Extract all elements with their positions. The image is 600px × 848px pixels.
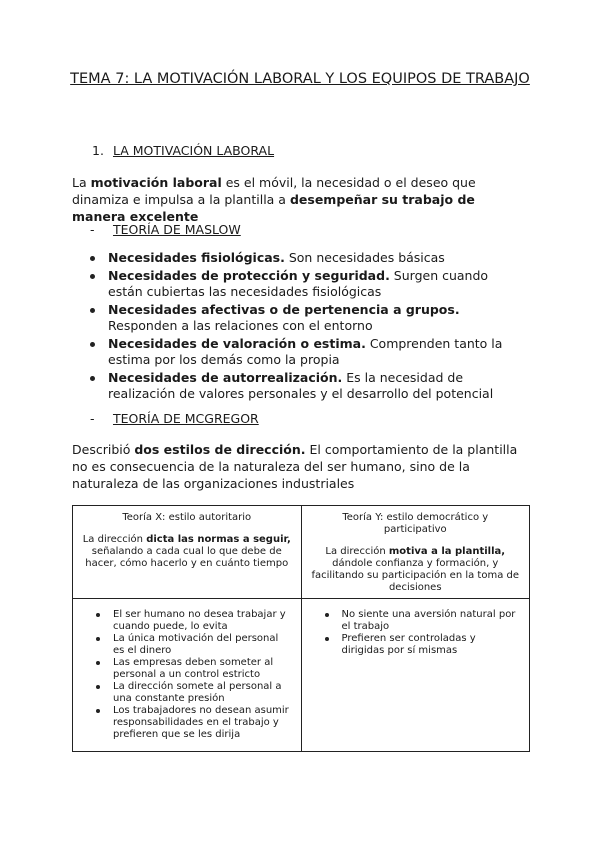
list-item	[81, 705, 293, 741]
item-bold: Necesidades fisiológicas.	[108, 250, 285, 265]
list-item	[81, 633, 293, 657]
theory-x-description	[81, 534, 293, 570]
bullet-icon	[325, 613, 329, 617]
theory-x-desc-bold: dicta las normas a seguir,	[146, 534, 291, 545]
bullet-icon	[90, 308, 95, 313]
mcgregor-title: TEORÍA DE MCGREGOR	[112, 411, 259, 426]
dash-marker: -	[90, 411, 95, 426]
mcgregor-paragraph	[72, 441, 532, 492]
section-heading	[92, 143, 274, 158]
theory-x-items-cell	[73, 599, 302, 752]
bullet-icon	[90, 376, 95, 381]
bullet-icon	[96, 613, 100, 617]
list-item	[108, 268, 523, 301]
item-text: El ser humano no desea trabajar y cuando puede, lo evita	[113, 609, 286, 632]
bullet-icon	[96, 661, 100, 665]
theory-y-description	[310, 546, 522, 594]
bullet-icon	[90, 274, 95, 279]
list-item	[310, 633, 522, 657]
section-title: LA MOTIVACIÓN LABORAL	[112, 143, 275, 158]
bullet-icon	[96, 685, 100, 689]
mcgregor-heading	[90, 411, 259, 426]
maslow-title: TEORÍA DE MASLOW	[112, 222, 241, 237]
item-bold: Necesidades de protección y seguridad.	[108, 267, 390, 283]
intro-bold-2: desempeñar su trabajo de manera excelente	[72, 192, 475, 224]
theory-x-list	[81, 609, 293, 741]
item-text: La única motivación del personal es el dinero	[113, 633, 279, 656]
item-text: Comprenden tanto la estima por los demás como la propia	[108, 335, 503, 367]
mcgregor-bold-1: dos estilos de dirección.	[134, 442, 306, 457]
item-text: Es la necesidad de realización de valores personales y el desarrollo del potencial	[108, 369, 494, 401]
theory-x-desc-text-2: señalando a cada cual lo que debe de hacer, cómo hacerlo y en cuánto tiempo	[85, 546, 289, 569]
intro-bold-1: motivación laboral	[90, 175, 222, 190]
theory-x-header-cell	[73, 506, 302, 599]
list-item	[81, 681, 293, 705]
mcgregor-text-1: Describió	[72, 442, 135, 457]
section-number: 1.	[92, 143, 104, 158]
maslow-list	[108, 250, 523, 404]
theory-y-items-cell	[301, 599, 530, 752]
mcgregor-text-2: El comportamiento de la plantilla no es consecuencia de la naturaleza del ser humano, sino de la naturaleza de las organizaciones industriales	[72, 442, 518, 491]
bullet-icon	[96, 637, 100, 641]
item-bold: Necesidades afectivas o de pertenencia a grupos.	[108, 301, 460, 317]
theory-y-list	[310, 609, 522, 657]
list-item	[108, 302, 523, 335]
theory-x-title: Teoría X: estilo autoritario	[122, 512, 252, 523]
item-text: Son necesidades básicas	[284, 250, 445, 265]
theory-y-desc-text-2: dándole confianza y formación, y facilitando su participación en la toma de decisiones	[311, 558, 520, 593]
item-text: Prefieren ser controladas y dirigidas por sí mismas	[341, 633, 476, 656]
dash-marker: -	[90, 222, 95, 237]
item-bold: Necesidades de autorrealización.	[108, 369, 343, 385]
theory-y-desc-text-1: La dirección	[325, 546, 389, 557]
list-item	[81, 657, 293, 681]
list-item	[108, 250, 523, 267]
bullet-icon	[90, 342, 95, 347]
item-text: No siente una aversión natural por el trabajo	[341, 609, 516, 632]
list-item	[310, 609, 522, 633]
bullet-icon	[90, 256, 95, 261]
theory-y-desc-bold: motiva a la plantilla,	[388, 546, 506, 557]
theory-y-header-cell	[301, 506, 530, 599]
item-text: Los trabajadores no desean asumir responsabilidades en el trabajo y prefieren que se les dirija	[113, 705, 289, 740]
intro-text-1: La	[72, 175, 91, 190]
intro-paragraph	[72, 174, 532, 225]
item-bold: Necesidades de valoración o estima.	[108, 335, 366, 351]
table-row	[73, 599, 530, 752]
item-text: Las empresas deben someter al personal a un control estricto	[113, 657, 274, 680]
theory-comparison-table	[72, 505, 530, 752]
theory-y-title: Teoría Y: estilo democrático y participativo	[342, 512, 489, 535]
list-item	[81, 609, 293, 633]
bullet-icon	[325, 637, 329, 641]
item-text: Surgen cuando están cubiertas las necesidades fisiológicas	[108, 267, 489, 299]
list-item	[108, 370, 523, 403]
intro-text-2: es el móvil, la necesidad o el deseo que dinamiza e impulsa a la plantilla a	[72, 175, 476, 207]
list-item	[108, 336, 523, 369]
item-text: Responden a las relaciones con el entorno	[108, 318, 373, 333]
item-text: La dirección somete al personal a una constante presión	[113, 681, 282, 704]
page-title: TEMA 7: LA MOTIVACIÓN LABORAL Y LOS EQUIPOS DE TRABAJO	[70, 71, 530, 87]
maslow-heading	[90, 222, 241, 237]
table-header-row	[73, 506, 530, 599]
bullet-icon	[96, 709, 100, 713]
theory-x-desc-text-1: La dirección	[82, 534, 147, 545]
